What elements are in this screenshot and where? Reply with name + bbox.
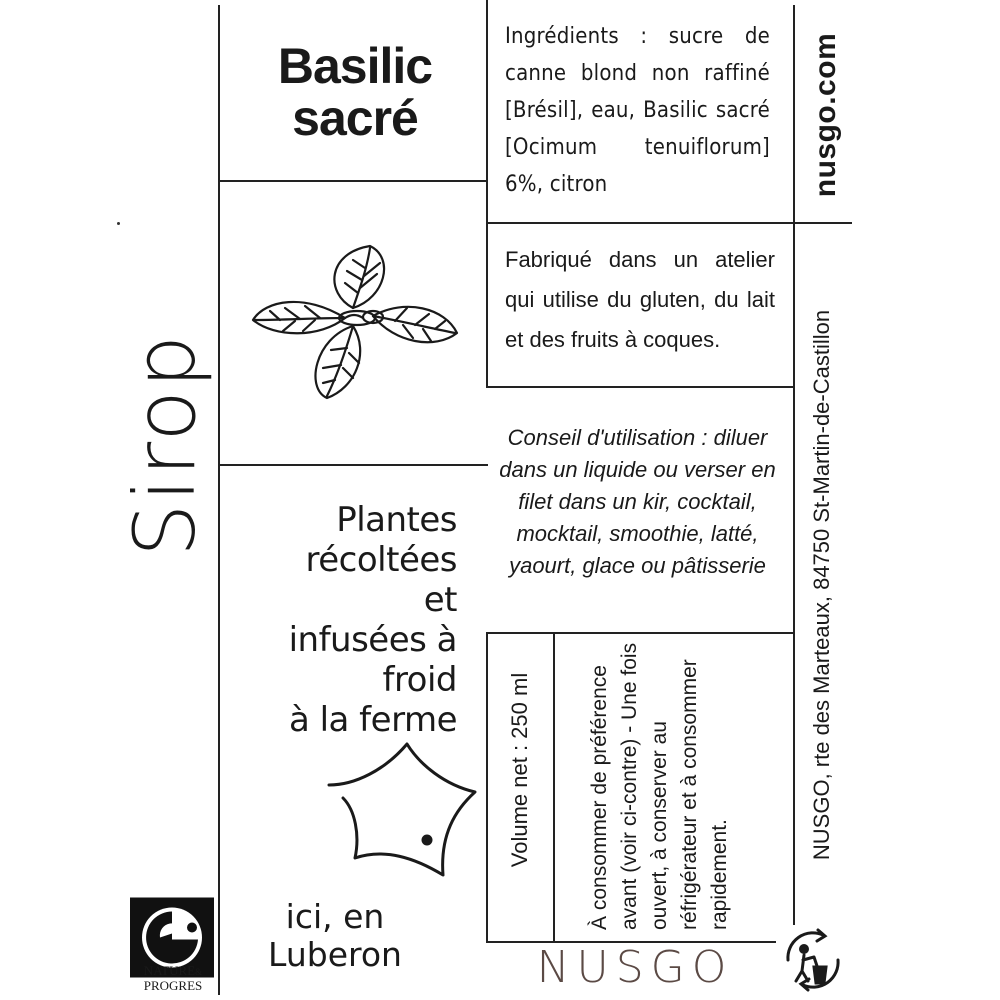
divider-volume-vertical (553, 632, 555, 942)
volume-block (490, 640, 550, 900)
ingredients-text: Ingrédients : sucre de canne blond non raffiné [Brésil], eau, Basilic sacré [Ocimum tenuiflorum] 6%, citron (505, 24, 770, 197)
harvest-line-3: et (423, 580, 457, 620)
harvest-line-2: récoltées (305, 540, 457, 580)
ink-dot (117, 222, 120, 225)
divider-right-vertical (793, 5, 795, 925)
volume-text: Volume net : 250 ml (507, 672, 532, 868)
harvest-line-4: infusées à (288, 620, 457, 660)
allergens-text: Fabriqué dans un atelier qui utilise du gluten, du lait et des fruits à coques. (505, 247, 775, 352)
divider-under-advice (486, 632, 794, 634)
divider-middle-vertical (486, 0, 488, 388)
divider-under-ingredients (486, 222, 852, 224)
divider-under-allergens (486, 386, 794, 388)
address-block (797, 300, 847, 870)
divider-under-title (218, 180, 488, 182)
nature-progres-amp: & (195, 967, 203, 977)
product-title-line1: Basilic (277, 38, 433, 94)
brand-logo-text: NUSGO (536, 942, 734, 993)
product-title-line2: sacré (292, 90, 418, 146)
recycle-trash-icon (778, 925, 848, 995)
harvest-line-6: à la ferme (288, 700, 457, 740)
category-label: Sirop (116, 332, 214, 558)
consumption-block (560, 640, 760, 930)
product-title (235, 40, 475, 144)
nature-progres-line1: NATURE (143, 963, 196, 978)
harvest-line-1: Plantes (336, 500, 457, 540)
star-icon (325, 740, 480, 890)
origin-line-1: ici, en (285, 897, 385, 936)
harvest-text (235, 500, 457, 740)
usage-advice-text: Conseil d'utilisation : diluer dans un liquide ou verser en filet dans un kir, cocktail, mocktail, smoothie, latté, yaourt, glace ou pâtisserie (499, 425, 776, 578)
consumption-text: À consommer de préférence avant (voir ci-contre) - Une fois ouvert, à conserver au réfrigérateur et à consommer rapidement. (588, 642, 731, 930)
address-text: NUSGO, rte des Marteaux, 84750 St-Martin-de-Castillon (809, 309, 834, 861)
divider-info-vertical (486, 632, 488, 942)
nature-progres-label (128, 964, 218, 993)
origin-line-2: Luberon (268, 935, 402, 974)
website-block (796, 32, 856, 198)
divider-under-leaves (218, 464, 488, 466)
basil-leaves-icon (245, 238, 460, 403)
nature-progres-line2: PROGRES (143, 978, 203, 993)
website-text: nusgo.com (809, 32, 842, 198)
harvest-line-5: froid (382, 660, 457, 700)
origin-text (245, 898, 425, 974)
category-block (110, 330, 220, 560)
